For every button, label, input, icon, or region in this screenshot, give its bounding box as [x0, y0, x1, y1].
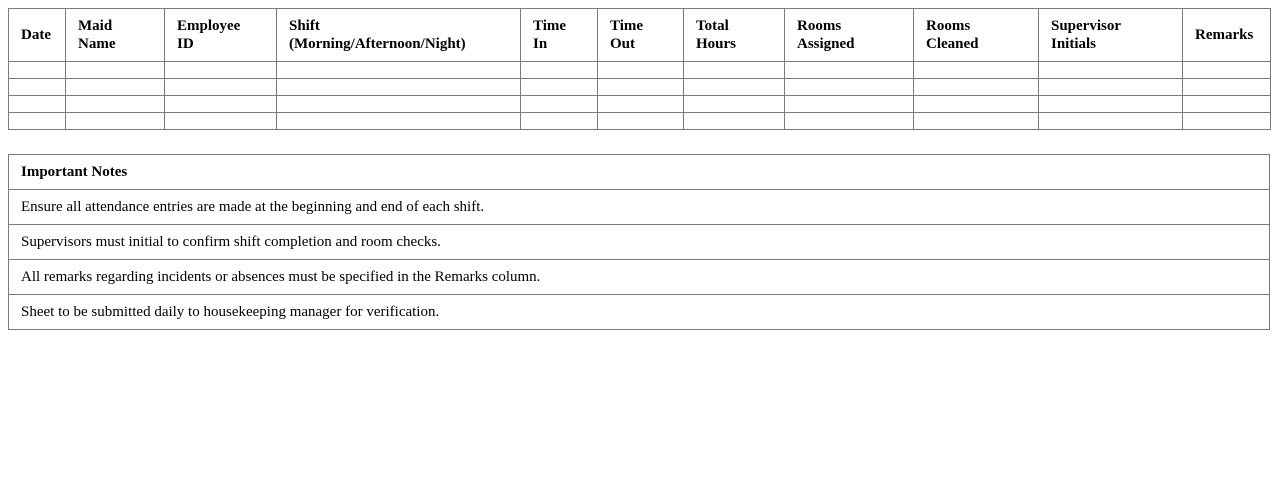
table-row: [9, 79, 1271, 96]
col-header-label: Time: [533, 18, 567, 34]
table-cell[interactable]: [914, 79, 1039, 96]
table-cell[interactable]: [785, 62, 914, 79]
table-cell[interactable]: [1183, 96, 1271, 113]
table-cell[interactable]: [66, 79, 165, 96]
table-cell[interactable]: [914, 62, 1039, 79]
col-header-maid-name: [66, 9, 165, 62]
table-cell[interactable]: [1039, 113, 1183, 130]
table-cell[interactable]: [521, 79, 598, 96]
col-header-label: Date: [21, 27, 51, 43]
note-text: Sheet to be submitted daily to housekeeping manager for verification.: [9, 295, 1270, 330]
table-cell[interactable]: [9, 62, 66, 79]
col-header-label: Name: [78, 36, 116, 52]
table-cell[interactable]: [1039, 79, 1183, 96]
table-cell[interactable]: [521, 96, 598, 113]
table-cell[interactable]: [914, 113, 1039, 130]
col-header-total-hours: [684, 9, 785, 62]
table-cell[interactable]: [277, 62, 521, 79]
table-cell[interactable]: [1183, 62, 1271, 79]
table-cell[interactable]: [521, 113, 598, 130]
col-header-date: [9, 9, 66, 62]
col-header-label: Remarks: [1195, 27, 1254, 43]
note-row: [9, 260, 1270, 295]
col-header-supervisor-initials: [1039, 9, 1183, 62]
table-cell[interactable]: [684, 62, 785, 79]
note-row: [9, 225, 1270, 260]
table-cell[interactable]: [165, 113, 277, 130]
note-row: [9, 295, 1270, 330]
table-cell[interactable]: [165, 96, 277, 113]
col-header-label: Shift: [289, 18, 320, 34]
col-header-employee-id: [165, 9, 277, 62]
table-cell[interactable]: [598, 113, 684, 130]
table-cell[interactable]: [684, 79, 785, 96]
col-header-rooms-assigned: [785, 9, 914, 62]
table-cell[interactable]: [684, 113, 785, 130]
table-cell[interactable]: [1183, 113, 1271, 130]
col-header-label: Maid: [78, 18, 113, 34]
table-cell[interactable]: [1039, 96, 1183, 113]
table-cell[interactable]: [9, 113, 66, 130]
col-header-label: Hours: [696, 36, 737, 52]
col-header-time-out: [598, 9, 684, 62]
col-header-label: Assigned: [797, 36, 855, 52]
col-header-label: Supervisor: [1051, 18, 1122, 34]
attendance-header-row: [9, 9, 1271, 62]
col-header-rooms-cleaned: [914, 9, 1039, 62]
table-cell[interactable]: [785, 96, 914, 113]
table-cell[interactable]: [684, 96, 785, 113]
col-header-label: Employee: [177, 18, 241, 34]
col-header-time-in: [521, 9, 598, 62]
table-cell[interactable]: [9, 96, 66, 113]
table-cell[interactable]: [165, 79, 277, 96]
table-cell[interactable]: [914, 96, 1039, 113]
table-cell[interactable]: [598, 79, 684, 96]
table-cell[interactable]: [598, 96, 684, 113]
table-cell[interactable]: [277, 79, 521, 96]
table-row: [9, 62, 1271, 79]
notes-title-row: [9, 155, 1270, 190]
col-header-label: Total: [696, 18, 729, 34]
table-cell[interactable]: [1039, 62, 1183, 79]
table-cell[interactable]: [521, 62, 598, 79]
note-text: Supervisors must initial to confirm shift completion and room checks.: [9, 225, 1270, 260]
table-cell[interactable]: [785, 113, 914, 130]
table-row: [9, 96, 1271, 113]
table-cell[interactable]: [9, 79, 66, 96]
table-cell[interactable]: [598, 62, 684, 79]
note-text: Ensure all attendance entries are made at the beginning and end of each shift.: [9, 190, 1270, 225]
table-cell[interactable]: [66, 96, 165, 113]
col-header-label: Rooms: [797, 18, 842, 34]
col-header-label: (Morning/Afternoon/Night): [289, 36, 466, 52]
col-header-label: Cleaned: [926, 36, 979, 52]
important-notes-table: [8, 154, 1270, 330]
table-cell[interactable]: [1183, 79, 1271, 96]
table-cell[interactable]: [277, 113, 521, 130]
col-header-label: Rooms: [926, 18, 971, 34]
col-header-label: Time: [610, 18, 644, 34]
col-header-label: ID: [177, 36, 194, 52]
table-row: [9, 113, 1271, 130]
col-header-remarks: [1183, 9, 1271, 62]
note-row: [9, 190, 1270, 225]
col-header-shift: [277, 9, 521, 62]
table-cell[interactable]: [785, 79, 914, 96]
note-text: All remarks regarding incidents or absences must be specified in the Remarks column.: [9, 260, 1270, 295]
col-header-label: Initials: [1051, 36, 1097, 52]
attendance-table: [8, 8, 1271, 130]
table-cell[interactable]: [66, 62, 165, 79]
page: [8, 8, 1270, 330]
col-header-label: Out: [610, 36, 636, 52]
table-cell[interactable]: [277, 96, 521, 113]
notes-title: Important Notes: [9, 155, 1270, 190]
table-cell[interactable]: [165, 62, 277, 79]
col-header-label: In: [533, 36, 548, 52]
table-cell[interactable]: [66, 113, 165, 130]
